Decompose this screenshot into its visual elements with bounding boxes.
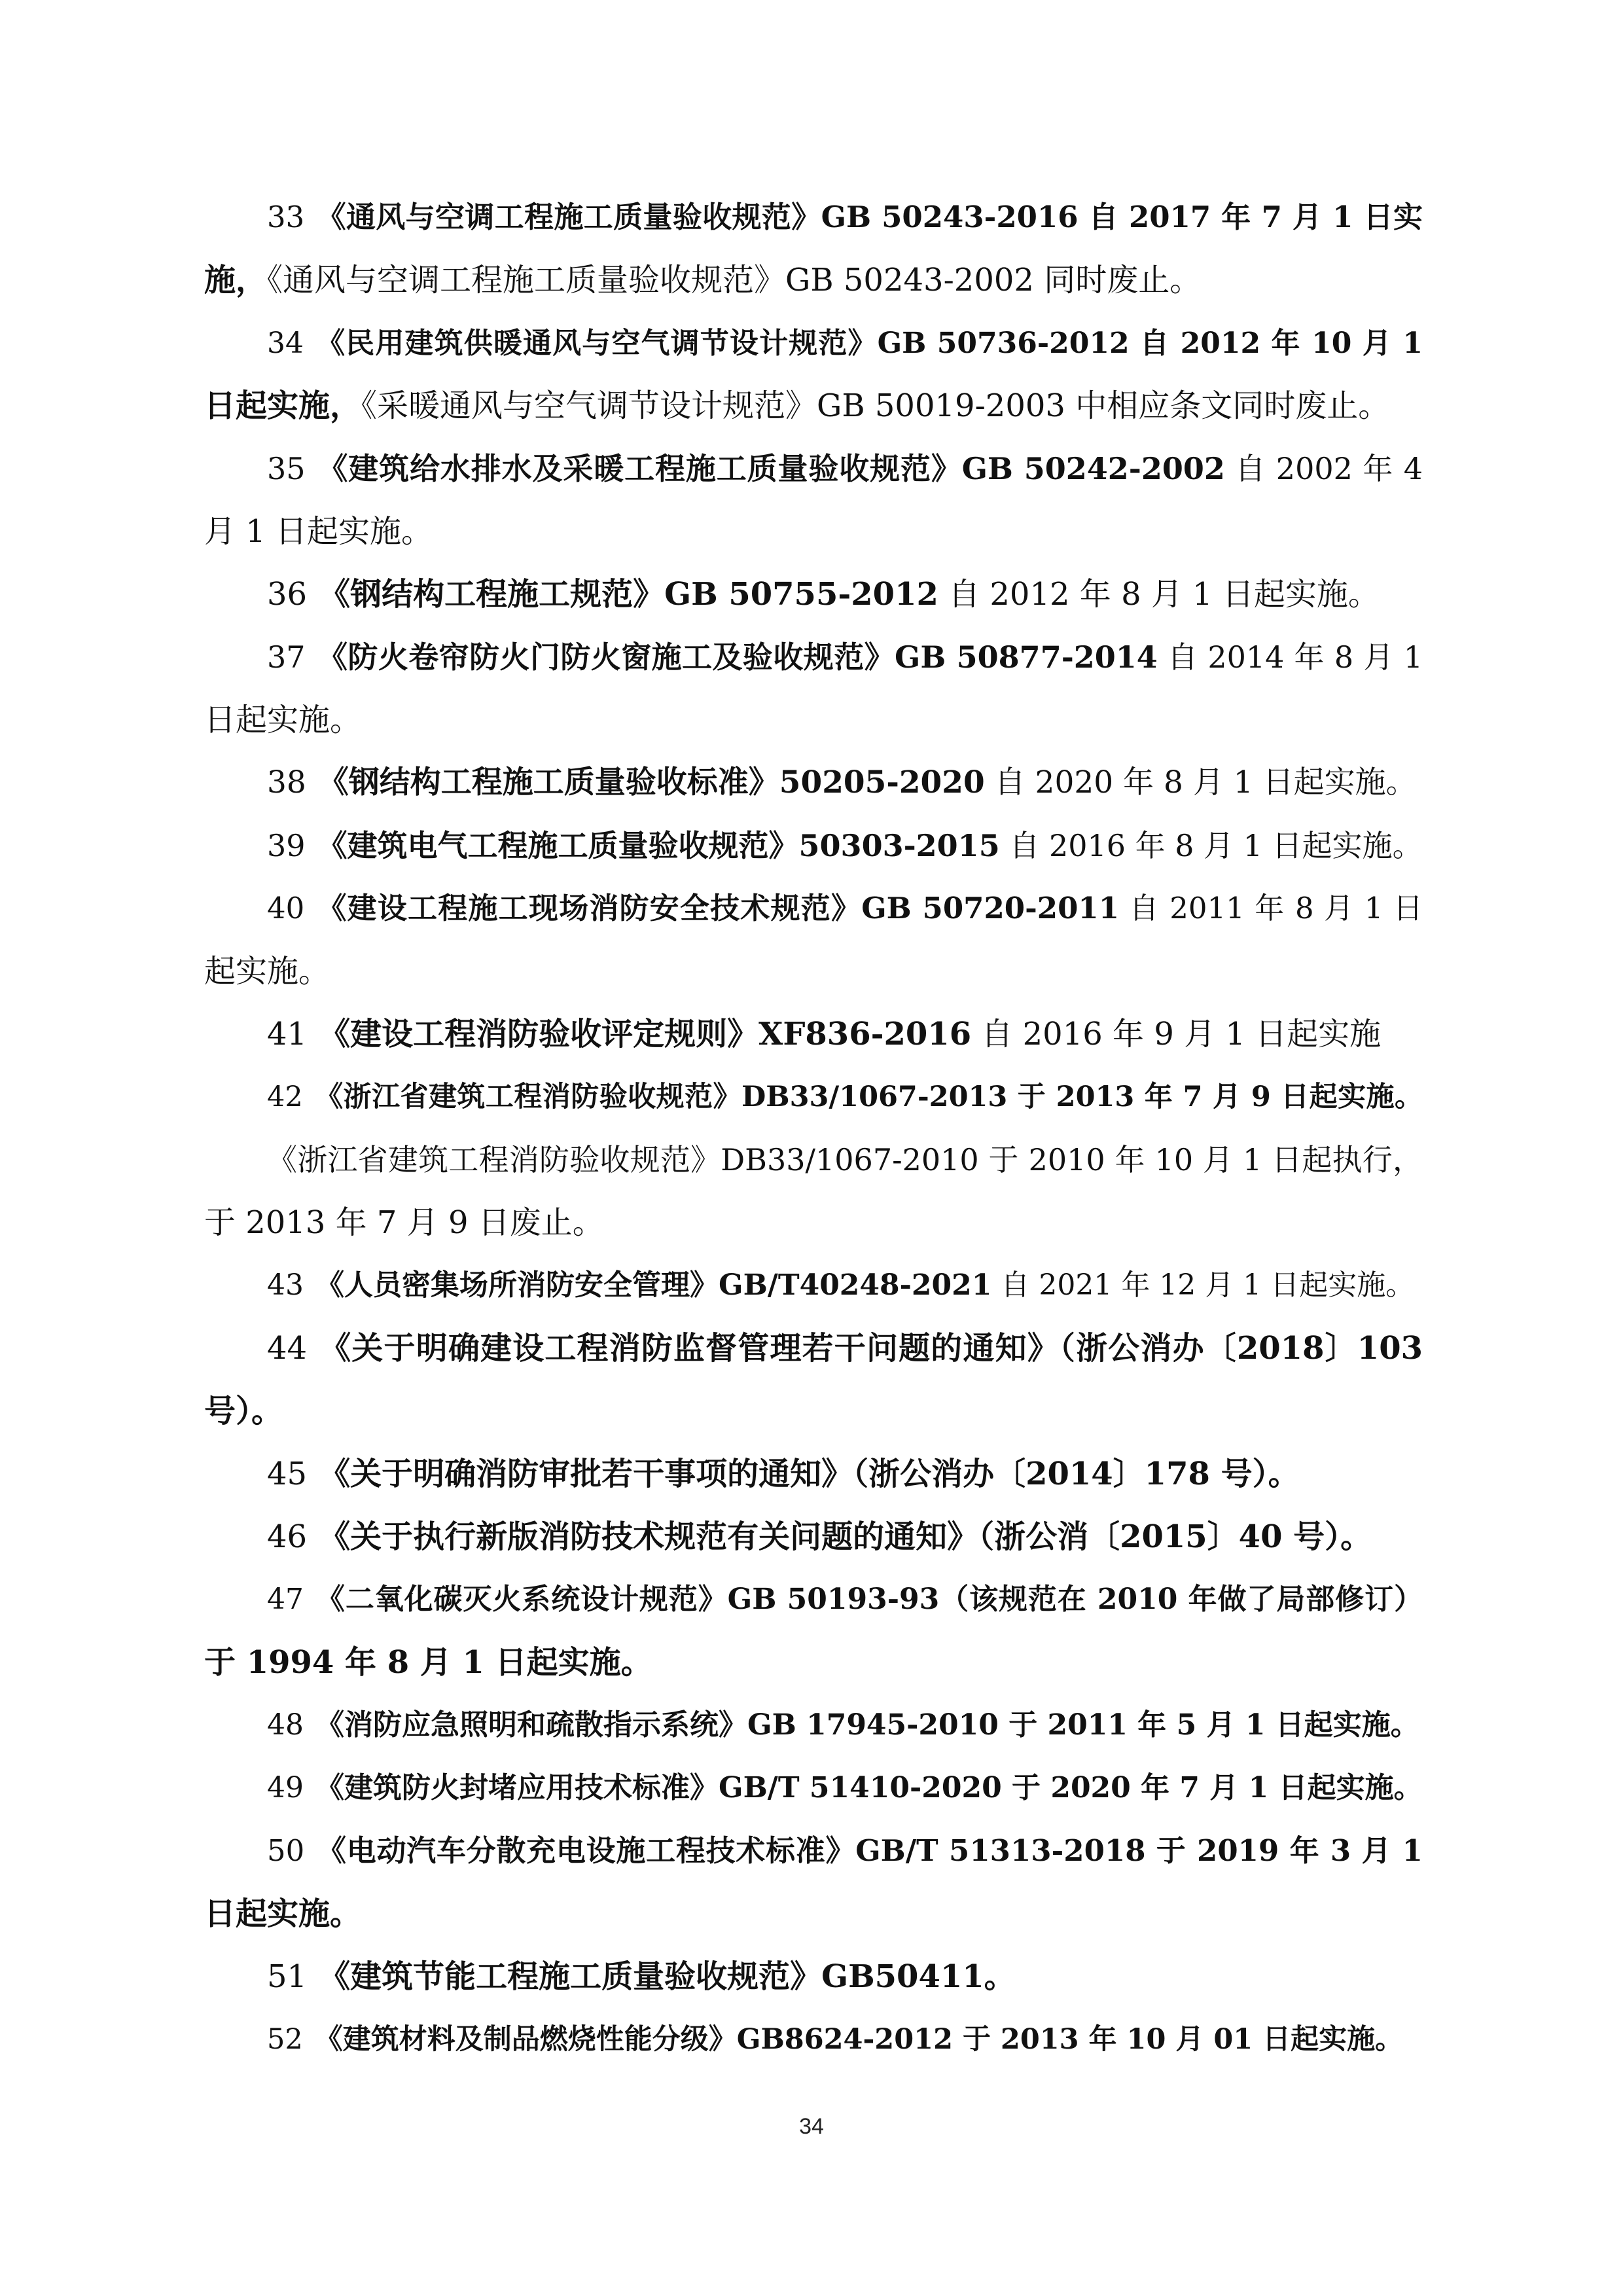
bold-text: 《防火卷帘防火门防火窗施工及验收规范》GB 50877-2014: [317, 639, 1158, 675]
normal-text: 自 2002 年 4: [1224, 451, 1423, 486]
item-number: 50: [267, 1833, 305, 1868]
text-line: [204, 512, 1423, 551]
normal-text: 起实施。: [204, 953, 330, 990]
item-number: 51: [267, 1958, 308, 1995]
item-number: 36: [267, 576, 308, 613]
text-line: [204, 1203, 1423, 1242]
item-number: 45: [267, 1456, 308, 1492]
bold-text: 《建筑材料及制品燃烧性能分级》GB8624-2012 于 2013 年 10 月 01 日起实施。: [314, 2023, 1404, 2056]
text-line: [267, 198, 1423, 237]
item-number: 38: [267, 764, 306, 800]
bold-text: 《二氧化碳灭火系统设计规范》GB 50193-93（该规范在 2010 年做了局部修订）: [315, 1583, 1423, 1616]
text-line: [204, 700, 1423, 740]
text-line: [267, 1768, 1423, 1808]
normal-text: 《通风与空调工程施工质量验收规范》GB 50243-2002 同时废止。: [267, 262, 1202, 298]
item-number: 43: [267, 1268, 304, 1302]
item-number: 52: [267, 2023, 303, 2056]
text-line: [267, 2020, 1423, 2059]
normal-text: 月 1 日起实施。: [204, 513, 433, 550]
text-line: [267, 763, 1423, 802]
text-line: [267, 889, 1423, 928]
normal-text: 自 2020 年 8 月 1 日起实施。: [984, 764, 1417, 800]
bold-text: 《关于执行新版消防技术规范有关问题的通知》（浙公消〔2015〕40 号）。: [319, 1518, 1372, 1555]
bold-text: 《建设工程施工现场消防安全技术规范》GB 50720-2011: [316, 891, 1120, 925]
text-line: [204, 260, 1423, 300]
normal-text: 自 2016 年 8 月 1 日起实施。: [999, 828, 1423, 863]
item-number: 33: [267, 200, 305, 234]
bold-text: 《钢结构工程施工规范》GB 50755-2012: [319, 576, 938, 613]
bold-text: 号）。: [204, 1393, 283, 1429]
bold-text: 《建筑电气工程施工质量验收规范》50303-2015: [317, 828, 1000, 863]
text-line: [204, 1894, 1423, 1933]
text-line: [204, 1391, 1423, 1431]
item-number: 39: [267, 828, 306, 863]
bold-text: 《民用建筑供暖通风与空气调节设计规范》GB 50736-2012 自 2012 年 10 月 1: [315, 327, 1423, 360]
text-line: [267, 1266, 1423, 1305]
item-number: 44: [267, 1330, 308, 1367]
text-line: [267, 1454, 1423, 1494]
normal-text: 《采暖通风与空气调节设计规范》GB 50019-2003 中相应条文同时废止。: [361, 387, 1390, 424]
item-number: 42: [267, 1081, 303, 1113]
text-line: [267, 449, 1423, 488]
normal-text: 《浙江省建筑工程消防验收规范》DB33/1067-2010 于 2010 年 10 月 1 日起执行，: [267, 1142, 1423, 1177]
bold-text: 《钢结构工程施工质量验收标准》50205-2020: [317, 764, 985, 800]
text-line: [267, 1831, 1423, 1871]
text-line: [267, 575, 1423, 614]
text-line: [267, 826, 1423, 865]
text-line: [204, 952, 1423, 991]
normal-text: 自 2016 年 9 月 1 日起实施: [971, 1016, 1382, 1052]
text-line: [204, 1643, 1423, 1682]
normal-text: 日起实施。: [204, 702, 362, 738]
normal-text: 自 2014 年 8 月 1: [1157, 639, 1423, 675]
text-line: [267, 1706, 1423, 1745]
text-line: [267, 1014, 1423, 1054]
item-number: 46: [267, 1518, 308, 1555]
bold-text: 《建设工程消防验收评定规则》XF836-2016: [319, 1016, 972, 1052]
bold-text: 于 1994 年 8 月 1 日起实施。: [204, 1644, 652, 1681]
item-number: 35: [267, 451, 306, 486]
normal-text: 自 2011 年 8 月 1 日: [1119, 891, 1423, 925]
item-number: 48: [267, 1708, 304, 1742]
bold-text: 日起实施，: [204, 387, 362, 424]
item-number: 47: [267, 1583, 304, 1616]
item-number: 49: [267, 1771, 304, 1804]
bold-text: 《通风与空调工程施工质量验收规范》GB 50243-2016 自 2017 年 7 月 1 日实: [316, 200, 1423, 234]
bold-text: 《关于明确建设工程消防监督管理若干问题的通知》（浙公消办〔2018〕103: [319, 1330, 1423, 1367]
page-number: 34: [799, 2114, 824, 2139]
bold-text: 《建筑防火封堵应用技术标准》GB/T 51410-2020 于 2020 年 7 月 1 日起实施。: [315, 1771, 1423, 1804]
text-line: [267, 1517, 1423, 1556]
text-line: [267, 1957, 1423, 1996]
bold-text: 《浙江省建筑工程消防验收规范》DB33/1067-2013 于 2013 年 7 月 9 日起实施。: [314, 1081, 1423, 1113]
bold-text: 《人员密集场所消防安全管理》GB/T40248-2021: [315, 1268, 992, 1302]
item-number: 41: [267, 1016, 308, 1052]
bold-text: 《建筑给水排水及采暖工程施工质量验收规范》GB 50242-2002: [317, 451, 1225, 486]
normal-text: 于 2013 年 7 月 9 日废止。: [204, 1204, 604, 1241]
bold-text: 《电动汽车分散充电设施工程技术标准》GB/T 51313-2018 于 2019 年 3 月 1: [316, 1833, 1423, 1868]
bold-text: 日起实施。: [204, 1895, 362, 1932]
normal-text: 自 2021 年 12 月 1 日起实施。: [991, 1268, 1415, 1302]
text-line: [267, 1077, 1423, 1117]
bold-text: 《关于明确消防审批若干事项的通知》（浙公消办〔2014〕178 号）。: [319, 1456, 1300, 1492]
bold-text: 《消防应急照明和疏散指示系统》GB 17945-2010 于 2011 年 5 月 1 日起实施。: [315, 1708, 1419, 1742]
bold-text: 施，: [204, 262, 268, 298]
bold-text: 《建筑节能工程施工质量验收规范》GB50411。: [319, 1958, 1016, 1995]
text-line: [267, 1329, 1423, 1368]
text-line: [204, 386, 1423, 425]
text-line: [267, 1580, 1423, 1619]
normal-text: 自 2012 年 8 月 1 日起实施。: [938, 576, 1380, 613]
text-line: [267, 637, 1423, 677]
item-number: 34: [267, 327, 304, 360]
item-number: 40: [267, 891, 305, 925]
text-line: [267, 1140, 1423, 1179]
item-number: 37: [267, 639, 306, 675]
text-line: [267, 324, 1423, 363]
